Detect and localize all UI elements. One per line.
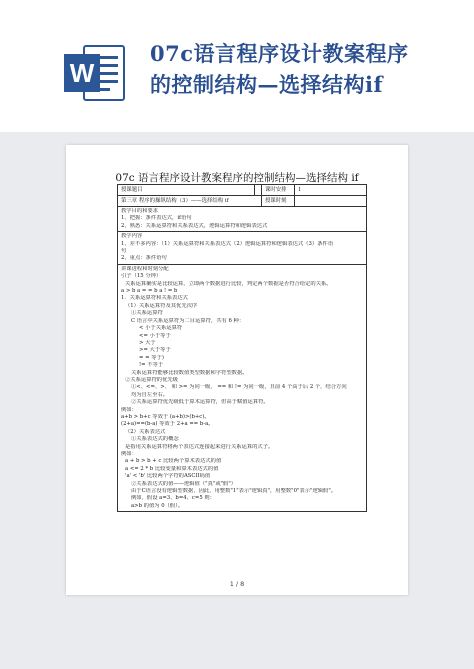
document-page xyxy=(66,145,408,595)
text-line: = = 等于) xyxy=(139,354,164,361)
text-line: （2）关系表达式 xyxy=(125,428,166,435)
banner-title xyxy=(150,38,460,100)
text-line: C 语言中关系运算符为二目运算符，共有 6 种： xyxy=(131,317,245,324)
text-line: >= 大于等于 xyxy=(139,347,171,354)
text-line: 引子（15 分钟） xyxy=(121,273,162,280)
text-line: 关系运算确实是比较运算，立即两个数据进行比较，判定两个数据是否符合给定的关系。 xyxy=(125,280,332,287)
text-line: a+b > b+c 等效于 (a+b)>(b+c)。 xyxy=(121,413,210,420)
table-cell xyxy=(255,185,262,196)
text-line: 2、重点：条件语句 xyxy=(121,255,167,262)
table-cell: 课时安排 xyxy=(262,185,295,196)
banner xyxy=(0,0,474,132)
text-line: ②关系运算符的优先级 xyxy=(125,376,178,383)
text-line: ①关系表达式的概念 xyxy=(131,436,179,443)
word-icon-letter: W xyxy=(69,58,95,88)
text-line: 教学目的和要求 xyxy=(121,208,159,214)
text-line: a + b > b + c 比较两个算术表达式的值 xyxy=(125,458,222,465)
text-line: 教学内容 xyxy=(121,233,143,240)
section-process xyxy=(118,264,367,511)
banner-title-line1: 07c语言程序设计教案程序 xyxy=(150,41,409,66)
text-line: 均为自左至右。 xyxy=(131,391,169,398)
text-line: <= 小于等于 xyxy=(139,332,171,339)
text-line: ①<、<=、>、 和 >= 为同一级， == 和 != 为同一级，且前 4 个高于后 2 个，结合方向 xyxy=(131,384,347,391)
text-line: 1．关系运算符和关系表达式 xyxy=(121,295,188,302)
section-objectives xyxy=(118,207,367,232)
text-line: 1、差不多内容：（1）关系运算符和关系表达式（2）逻辑运算符和逻辑表达式（3）条件语 xyxy=(121,240,334,247)
table-cell xyxy=(295,196,367,207)
text-line: (2+a)==(b-a) 等效于 2+a == b-a。 xyxy=(121,421,214,428)
text-line: a>b 的值为 0（假）。 xyxy=(131,502,184,509)
text-line: 是指用关系运算符将两个表达式连接起来进行关系运算的式子。 xyxy=(125,443,274,450)
section-content xyxy=(118,232,367,265)
text-line: a <= 2 * b 比较变量和算术表达式的值 xyxy=(125,465,219,472)
word-document-icon xyxy=(62,40,128,106)
text-line: ①关系运算符 xyxy=(131,310,163,317)
text-line: 由于C语言没有逻辑型数据，因此，用整数"1"表示"逻辑真"，用整数"0"表示"逻辑假"。 xyxy=(131,488,337,495)
text-line: 2、熟悉：关系运算符和关系表达式，逻辑运算符和逻辑表达式 xyxy=(121,222,268,229)
text-line: （1）关系运算符及其优先次序 xyxy=(125,302,198,309)
text-line: 例如： xyxy=(121,406,137,413)
text-line: 例如： xyxy=(121,451,137,457)
text-line: 关系运算符能够比较数值类型数据和字符型数据。 xyxy=(131,369,248,376)
lesson-plan-table xyxy=(117,184,367,512)
text-line: ②关系运算符优先级低于算术运算符，但高于赋值运算符。 xyxy=(131,399,269,406)
text-line: != 不等于 xyxy=(139,362,164,369)
table-cell: 授课题目 xyxy=(118,185,255,196)
banner-title-line2: 的控制结构—选择结构if xyxy=(150,72,384,97)
text-line: 例如，假设 a=3、b=4、c=5 则： xyxy=(131,495,215,502)
text-line: 讲课进程和时刻分配 xyxy=(121,265,169,272)
text-line: ②关系表达式的值——逻辑值（"真"或"假"） xyxy=(131,480,237,487)
text-line: 1、把握：条件表达式，if语句 xyxy=(121,215,192,222)
text-line: 句 xyxy=(121,248,127,255)
table-cell: 授课时刻 xyxy=(262,196,295,207)
text-line: a > b a = = b a ! = b xyxy=(121,288,178,295)
text-line: 'a' < 'b' 比较两个字符的ASCII码值 xyxy=(125,473,211,480)
table-cell: 1 xyxy=(295,185,367,196)
document-title: 07c 语言程序设计教案程序的控制结构—选择结构 if xyxy=(115,172,359,184)
text-line: < 小于关系运算符 xyxy=(139,325,183,332)
table-cell: 第三章 程序的操纵结构（3）——选择结构 if xyxy=(118,196,262,207)
text-line: > 大于 xyxy=(139,339,156,346)
page-number: 1 / 8 xyxy=(229,580,245,588)
